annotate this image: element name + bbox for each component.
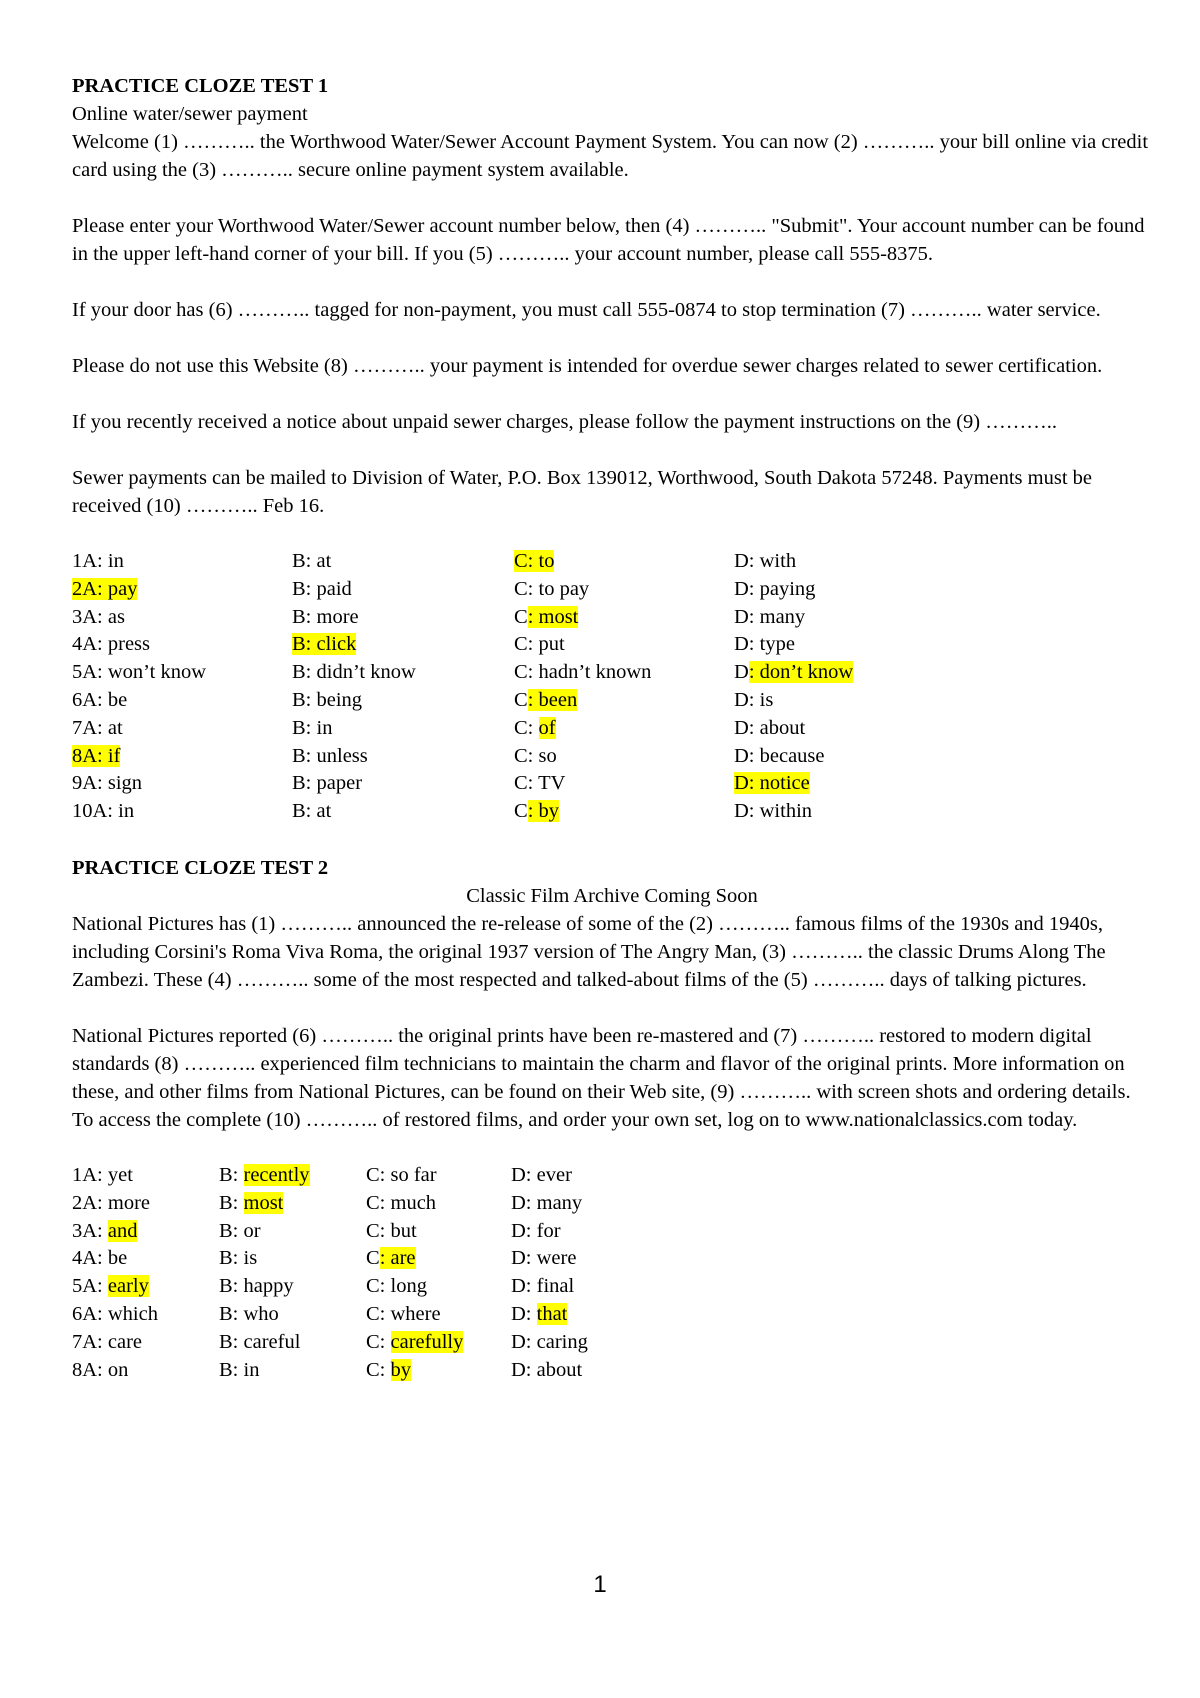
option-cell xyxy=(514,770,734,798)
option-cell xyxy=(292,604,514,632)
option-cell xyxy=(72,715,292,743)
option-text: D: many xyxy=(734,605,806,628)
option-text: C: so xyxy=(514,744,557,767)
option-cell xyxy=(366,1329,511,1357)
test1-paragraph-4: Please do not use this Website (8) ……….. your payment is intended for overdue sewer charges related to sewer certification. xyxy=(72,355,1103,377)
option-text: B: being xyxy=(292,688,363,711)
option-text: D: because xyxy=(734,744,825,767)
option-cell xyxy=(511,1190,711,1218)
option-cell xyxy=(72,631,292,659)
option-text: B: careful xyxy=(219,1330,301,1353)
option-text: B: is xyxy=(219,1247,258,1270)
option-text: 5A: won’t know xyxy=(72,661,207,684)
option-cell xyxy=(366,1357,511,1385)
option-text: D: paying xyxy=(734,577,816,600)
option-cell xyxy=(511,1245,711,1273)
option-cell xyxy=(511,1357,711,1385)
document-page xyxy=(72,72,1152,1384)
option-text: C: hadn’t known xyxy=(514,661,652,684)
option-cell xyxy=(292,715,514,743)
option-cell xyxy=(292,576,514,604)
option-cell xyxy=(734,743,1034,771)
test1-paragraph-5: If you recently received a notice about unpaid sewer charges, please follow the payment instructions on the (9) ……….. xyxy=(72,411,1058,433)
option-cell xyxy=(72,1301,219,1329)
option-row xyxy=(72,687,1034,715)
option-cell xyxy=(734,576,1034,604)
option-cell xyxy=(514,631,734,659)
test2-options-table xyxy=(72,1162,711,1384)
option-highlighted-text: : by xyxy=(527,800,560,823)
option-cell xyxy=(219,1357,366,1385)
option-cell xyxy=(292,798,514,826)
option-cell xyxy=(292,631,514,659)
option-text: C: much xyxy=(366,1191,437,1214)
option-row xyxy=(72,1357,711,1385)
option-text: D: ever xyxy=(511,1163,572,1186)
option-cell xyxy=(72,548,292,576)
option-text: 3A: xyxy=(72,1219,108,1242)
option-highlighted-text: : most xyxy=(527,605,579,628)
option-text: 7A: at xyxy=(72,716,123,739)
option-row xyxy=(72,1218,711,1246)
option-text: 10A: in xyxy=(72,800,135,823)
option-cell xyxy=(511,1273,711,1301)
option-cell xyxy=(366,1301,511,1329)
option-row xyxy=(72,743,1034,771)
option-text: C: where xyxy=(366,1302,441,1325)
option-row xyxy=(72,576,1034,604)
test2-subtitle: Classic Film Archive Coming Soon xyxy=(466,884,758,907)
option-text: D: for xyxy=(511,1219,561,1242)
option-text: 7A: care xyxy=(72,1330,142,1353)
test1-paragraph-6: Sewer payments can be mailed to Division of Water, P.O. Box 139012, Worthwood, South Dakota 57248. Payments must be received (10) ……….. Feb 16. xyxy=(72,467,1093,517)
option-text: B: unless xyxy=(292,744,368,767)
option-row xyxy=(72,1301,711,1329)
option-highlighted-text: D: notice xyxy=(734,772,810,795)
option-text: 8A: on xyxy=(72,1358,129,1381)
option-text: B: who xyxy=(219,1302,279,1325)
test1-options-table xyxy=(72,548,1034,826)
option-text: C: xyxy=(514,716,539,739)
option-row xyxy=(72,1190,711,1218)
option-text: C xyxy=(366,1247,380,1270)
option-highlighted-text: and xyxy=(107,1219,138,1242)
option-text: B: xyxy=(219,1191,244,1214)
option-text: B: paid xyxy=(292,577,352,600)
option-text: D: about xyxy=(734,716,806,739)
test1-heading: PRACTICE CLOZE TEST 1 xyxy=(72,75,329,97)
page-number: 1 xyxy=(593,1571,607,1598)
option-text: 4A: be xyxy=(72,1247,128,1270)
option-row xyxy=(72,715,1034,743)
option-highlighted-text: : don’t know xyxy=(748,661,854,684)
option-text: 4A: press xyxy=(72,633,151,656)
option-cell xyxy=(514,548,734,576)
option-cell xyxy=(72,687,292,715)
test1-paragraph-2: Please enter your Worthwood Water/Sewer account number below, then (4) ……….. "Submit". Your account number can be found in the upper left-hand corner of your bill. If you (5) ……….. your account number, please call 555-8375. xyxy=(72,215,1145,265)
option-text: B: more xyxy=(292,605,359,628)
option-cell xyxy=(72,1162,219,1190)
option-text: D: xyxy=(511,1302,537,1325)
option-cell xyxy=(514,576,734,604)
option-highlighted-text: : are xyxy=(379,1247,416,1270)
option-cell xyxy=(734,659,1034,687)
option-text: 1A: yet xyxy=(72,1163,133,1186)
option-text: C: to pay xyxy=(514,577,590,600)
option-cell xyxy=(72,770,292,798)
test2-paragraph-2: National Pictures reported (6) ……….. the original prints have been re-mastered and (7) ……….. restored to modern digital standards (8) ……….. experienced film technicians to maintain the charm and flavor of the original prints. More information on these, and other films from National Pictures, can be found on their Web site, (9) ……….. with screen shots and ordering details. To access the complete (10) ……….. of restored films, and order your own set, log on to www.nationalclassics.com today. xyxy=(72,1024,1131,1131)
option-cell xyxy=(514,604,734,632)
option-cell xyxy=(511,1218,711,1246)
option-text: D: many xyxy=(511,1191,583,1214)
option-cell xyxy=(514,659,734,687)
option-row xyxy=(72,1273,711,1301)
option-text: D: caring xyxy=(511,1330,588,1353)
option-cell xyxy=(511,1162,711,1190)
option-highlighted-text: that xyxy=(536,1302,568,1325)
option-text: 6A: which xyxy=(72,1302,158,1325)
option-text: C: xyxy=(366,1358,391,1381)
option-row xyxy=(72,1245,711,1273)
option-text: C xyxy=(514,800,528,823)
option-cell xyxy=(734,604,1034,632)
test1-paragraph-3: If your door has (6) ……….. tagged for non-payment, you must call 555-0874 to stop termination (7) ……….. water service. xyxy=(72,299,1101,321)
option-text: D: type xyxy=(734,633,795,656)
option-text: B: at xyxy=(292,550,332,572)
option-text: C xyxy=(514,688,528,711)
option-text: C: TV xyxy=(514,772,566,795)
option-cell xyxy=(72,1329,219,1357)
option-row xyxy=(72,631,1034,659)
option-cell xyxy=(511,1301,711,1329)
option-cell xyxy=(514,715,734,743)
option-highlighted-text: B: click xyxy=(292,633,357,656)
option-cell xyxy=(72,576,292,604)
option-highlighted-text: of xyxy=(538,716,556,739)
option-text: B: paper xyxy=(292,772,363,795)
option-row xyxy=(72,798,1034,826)
option-cell xyxy=(366,1218,511,1246)
option-text: D: with xyxy=(734,550,797,572)
option-cell xyxy=(366,1162,511,1190)
option-highlighted-text: early xyxy=(107,1275,149,1298)
option-text: C xyxy=(514,605,528,628)
test2-heading: PRACTICE CLOZE TEST 2 xyxy=(72,856,329,879)
option-row xyxy=(72,604,1034,632)
option-cell xyxy=(72,1357,219,1385)
option-cell xyxy=(366,1245,511,1273)
test2-paragraph-1: National Pictures has (1) ……….. announced the re-release of some of the (2) ……….. famous films of the 1930s and 1940s, including Corsini's Roma Viva Roma, the original 1937 version of The Angry Man, (3) ……….. the classic Drums Along The Zambezi. These (4) ……….. some of the most respected and talked-about films of the (5) ……….. days of talking pictures. xyxy=(72,912,1106,991)
option-cell xyxy=(514,743,734,771)
option-text: B: didn’t know xyxy=(292,661,416,684)
option-text: D xyxy=(734,661,749,684)
option-text: 2A: more xyxy=(72,1191,150,1214)
option-text: C: long xyxy=(366,1275,427,1298)
option-text: D: about xyxy=(511,1358,583,1381)
option-cell xyxy=(514,687,734,715)
option-cell xyxy=(219,1301,366,1329)
option-row xyxy=(72,770,1034,798)
option-cell xyxy=(292,548,514,576)
option-cell xyxy=(292,743,514,771)
option-cell xyxy=(72,1245,219,1273)
option-row xyxy=(72,1329,711,1357)
option-row xyxy=(72,659,1034,687)
option-cell xyxy=(72,1273,219,1301)
option-text: B: at xyxy=(292,800,332,823)
option-cell xyxy=(292,687,514,715)
option-text: 3A: as xyxy=(72,605,125,628)
option-highlighted-text: C: to xyxy=(514,550,555,572)
option-highlighted-text: : been xyxy=(527,688,578,711)
option-text: 5A: xyxy=(72,1275,108,1298)
option-text: B: in xyxy=(292,716,333,739)
option-row xyxy=(72,1162,711,1190)
option-cell xyxy=(219,1190,366,1218)
option-text: C: xyxy=(366,1330,391,1353)
option-cell xyxy=(219,1329,366,1357)
option-text: D: within xyxy=(734,800,813,823)
option-cell xyxy=(734,548,1034,576)
option-cell xyxy=(219,1218,366,1246)
test1-subtitle: Online water/sewer payment xyxy=(72,103,308,125)
option-cell xyxy=(734,798,1034,826)
option-text: D: final xyxy=(511,1275,575,1298)
option-text: B: in xyxy=(219,1358,260,1381)
option-highlighted-text: most xyxy=(243,1191,284,1214)
option-text: 9A: sign xyxy=(72,772,143,795)
option-cell xyxy=(72,798,292,826)
test1-paragraph-1: Welcome (1) ……….. the Worthwood Water/Sewer Account Payment System. You can now (2) ……….. your bill online via credit card using the (3) ……….. secure online payment system available. xyxy=(72,131,1149,181)
option-cell xyxy=(734,715,1034,743)
option-text: 1A: in xyxy=(72,550,124,572)
option-cell xyxy=(292,770,514,798)
option-text: C: put xyxy=(514,633,565,656)
option-cell xyxy=(219,1273,366,1301)
option-cell xyxy=(734,770,1034,798)
option-text: C: so far xyxy=(366,1163,437,1186)
option-text: 6A: be xyxy=(72,688,128,711)
option-cell xyxy=(292,659,514,687)
option-text: B: xyxy=(219,1163,244,1186)
option-cell xyxy=(366,1190,511,1218)
option-text: D: is xyxy=(734,688,774,711)
option-cell xyxy=(511,1329,711,1357)
option-cell xyxy=(366,1273,511,1301)
option-cell xyxy=(219,1162,366,1190)
option-highlighted-text: carefully xyxy=(390,1330,464,1353)
option-cell xyxy=(72,1190,219,1218)
option-text: D: were xyxy=(511,1247,577,1270)
option-cell xyxy=(219,1245,366,1273)
option-cell xyxy=(514,798,734,826)
option-cell xyxy=(734,631,1034,659)
option-cell xyxy=(734,687,1034,715)
option-cell xyxy=(72,604,292,632)
option-cell xyxy=(72,659,292,687)
option-text: C: but xyxy=(366,1219,417,1242)
option-cell xyxy=(72,743,292,771)
option-highlighted-text: 8A: if xyxy=(72,744,121,767)
option-highlighted-text: by xyxy=(390,1358,411,1381)
option-highlighted-text: recently xyxy=(243,1163,310,1186)
option-text: B: happy xyxy=(219,1275,294,1298)
option-cell xyxy=(72,1218,219,1246)
option-highlighted-text: 2A: pay xyxy=(72,577,138,600)
option-row xyxy=(72,548,1034,576)
option-text: B: or xyxy=(219,1219,261,1242)
